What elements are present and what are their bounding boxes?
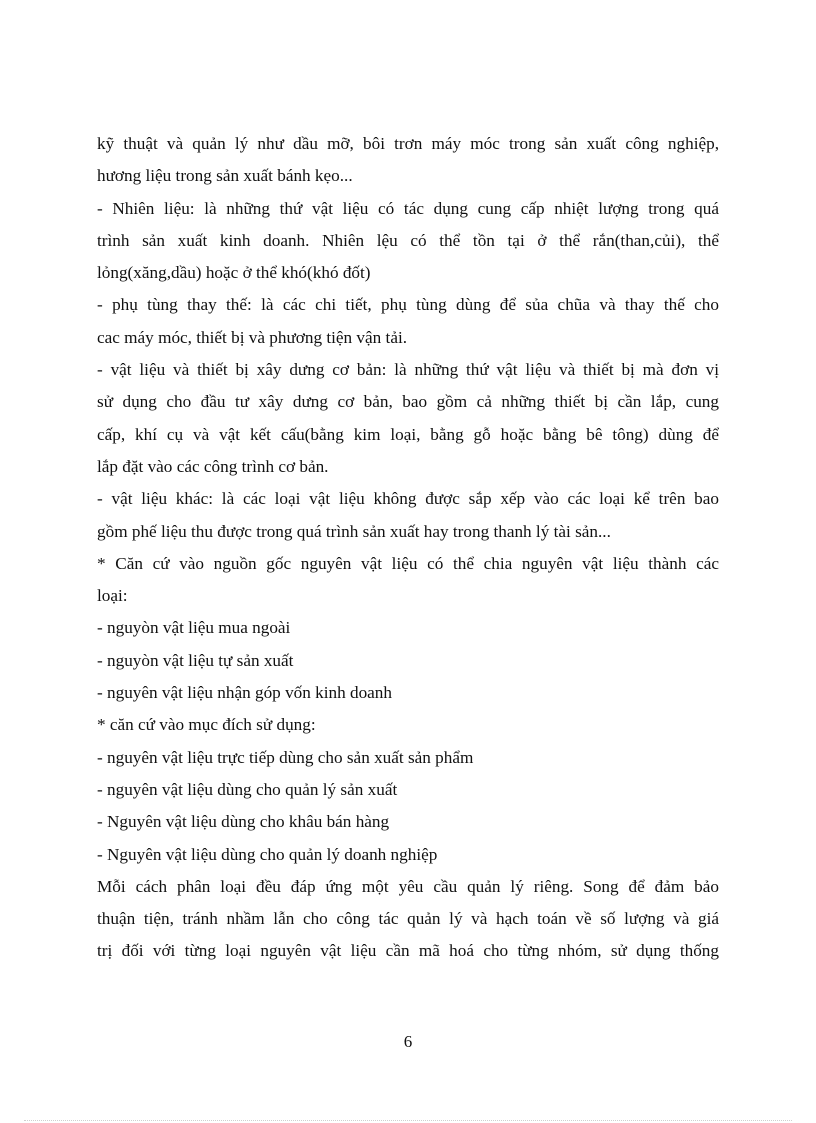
body-text — [97, 128, 719, 968]
list-item: - nguyòn vật liệu tự sản xuất — [97, 650, 294, 670]
text-line: Mỗi cách phân loại đều đáp ứng một yêu cầu quản lý riêng. Song để đảm bảo — [97, 876, 719, 896]
list-item: - Nguyên vật liệu dùng cho quản lý doanh nghiệp — [97, 844, 438, 864]
text-line: lỏng(xăng,dầu) hoặc ở thể khó(khó đốt) — [97, 263, 371, 283]
text-line: trình sản xuất kinh doanh. Nhiên lệu có thể tồn tại ở thể rắn(than,củi), thể — [97, 230, 719, 250]
page-number: 6 — [403, 1032, 413, 1051]
text-line: * Căn cứ vào nguồn gốc nguyên vật liệu có thể chia nguyên vật liệu thành các — [97, 553, 719, 573]
text-line: cấp, khí cụ và vật kết cấu(bằng kim loại, bằng gỗ hoặc bằng bê tông) dùng để — [97, 424, 719, 444]
text-line: lắp đặt vào các công trình cơ bản. — [97, 456, 329, 476]
text-line: cac máy móc, thiết bị và phương tiện vận tải. — [97, 327, 408, 347]
text-line: hương liệu trong sản xuất bánh kẹo... — [97, 166, 353, 186]
text-line: - vật liệu khác: là các loại vật liệu không được sắp xếp vào các loại kể trên bao — [97, 489, 719, 509]
list-item: - nguyên vật liệu dùng cho quản lý sản xuất — [97, 779, 398, 799]
section-heading: * căn cứ vào mục đích sử dụng: — [97, 715, 316, 735]
list-item: - nguyên vật liệu nhận góp vốn kinh doanh — [97, 683, 392, 703]
text-line: - vật liệu và thiết bị xây dưng cơ bản: là những thứ vật liệu và thiết bị mà đơn vị — [97, 360, 719, 380]
text-line: gồm phế liệu thu được trong quá trình sản xuất hay trong thanh lý tài sản... — [97, 521, 611, 541]
list-item: - Nguyên vật liệu dùng cho khâu bán hàng — [97, 812, 390, 832]
page-bottom-divider — [24, 1120, 792, 1121]
text-line: loại: — [97, 586, 128, 606]
text-line: thuận tiện, tránh nhầm lẫn cho công tác quản lý và hạch toán về số lượng và giá — [97, 909, 719, 929]
list-item: - nguyòn vật liệu mua ngoài — [97, 618, 291, 638]
text-line: - phụ tùng thay thế: là các chi tiết, phụ tùng dùng để sủa chũa và thay thế cho — [97, 295, 719, 315]
list-item: - nguyên vật liệu trực tiếp dùng cho sản xuất sản phẩm — [97, 747, 474, 767]
text-line: - Nhiên liệu: là những thứ vật liệu có tác dụng cung cấp nhiệt lượng trong quá — [97, 198, 719, 218]
text-line: trị đối với từng loại nguyên vật liệu cần mã hoá cho từng nhóm, sử dụng thống — [97, 941, 719, 961]
text-line: kỹ thuật và quản lý như dầu mỡ, bôi trơn máy móc trong sản xuất công nghiệp, — [97, 134, 719, 153]
text-line: sử dụng cho đầu tư xây dưng cơ bản, bao gồm cả những thiết bị cần lắp, cung — [97, 392, 719, 412]
